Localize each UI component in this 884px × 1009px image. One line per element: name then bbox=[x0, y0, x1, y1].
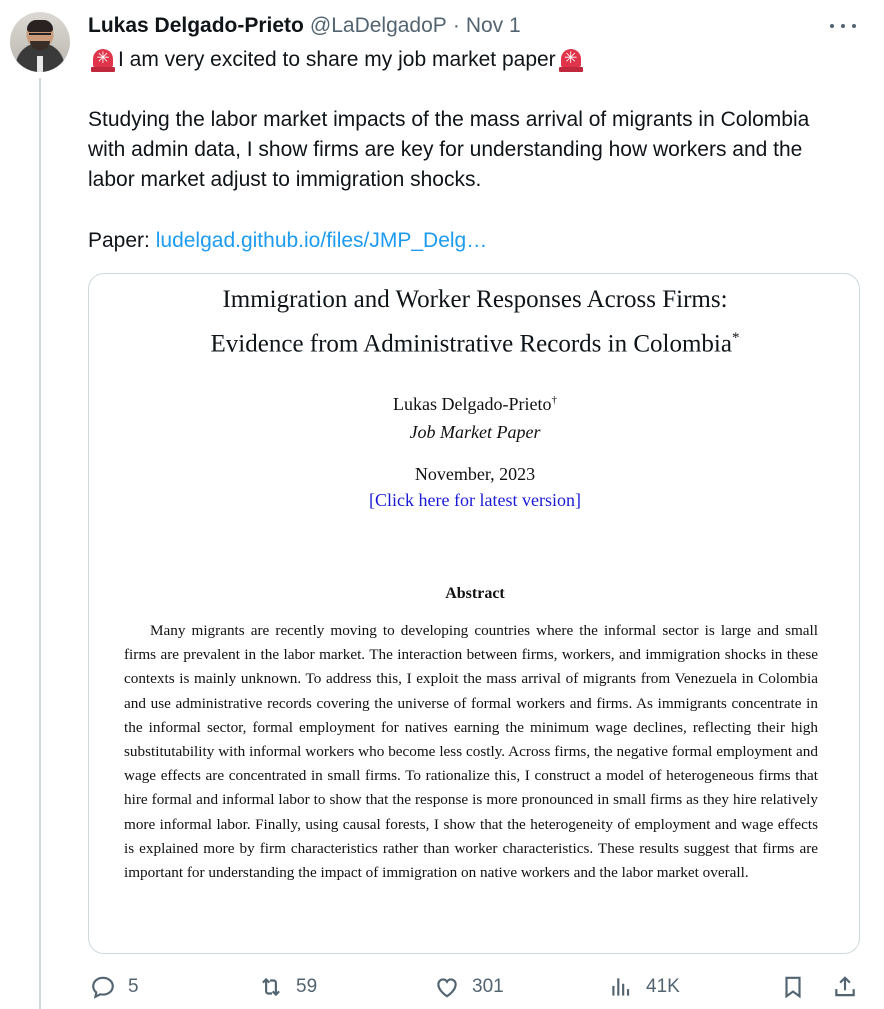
tweet-line-1 bbox=[88, 45, 848, 75]
author-footnote-mark: † bbox=[551, 394, 557, 406]
reply-icon bbox=[90, 974, 116, 1000]
paper-label: Paper: bbox=[88, 229, 156, 252]
reply-count: 5 bbox=[128, 976, 139, 997]
more-icon[interactable] bbox=[830, 14, 856, 38]
tweet-date[interactable]: Nov 1 bbox=[465, 14, 521, 37]
paper-author: Lukas Delgado-Prieto† bbox=[393, 394, 557, 414]
paper-date: November, 2023 bbox=[414, 464, 536, 484]
action-bar bbox=[88, 970, 860, 1006]
siren-emoji: ✳ bbox=[558, 47, 584, 73]
share-button[interactable] bbox=[832, 974, 858, 1000]
tweet-paragraph: Studying the labor market impacts of the mass arrival of migrants in Colombia with admin data, I show firms are key for understanding how workers and the labor market adjust to immigration shocks. bbox=[88, 108, 810, 191]
bookmark-button[interactable] bbox=[780, 974, 806, 1000]
thread-line bbox=[39, 78, 41, 1009]
latest-version-link: [Click here for latest version] bbox=[369, 490, 581, 510]
author-name[interactable]: Lukas Delgado-Prieto bbox=[88, 14, 304, 37]
views-button[interactable] bbox=[608, 974, 680, 1000]
like-icon bbox=[434, 974, 460, 1000]
avatar[interactable] bbox=[10, 12, 70, 72]
paper-subtitle: Job Market Paper bbox=[409, 422, 541, 442]
like-button[interactable] bbox=[434, 974, 504, 1000]
paper-title-line-2: Evidence from Administrative Records in Colombia* bbox=[210, 330, 740, 358]
separator: · bbox=[452, 14, 460, 37]
paper-link[interactable]: ludelgad.github.io/files/JMP_Delg… bbox=[155, 229, 488, 252]
title-footnote-mark: * bbox=[731, 330, 740, 346]
paper-line bbox=[88, 226, 848, 256]
author-handle[interactable]: @LaDelgadoP bbox=[309, 14, 447, 37]
paper-title-line-1: Immigration and Worker Responses Across Firms: bbox=[222, 286, 728, 313]
views-count: 41K bbox=[646, 976, 680, 997]
tweet-header bbox=[88, 13, 521, 39]
abstract-text: Many migrants are recently moving to developing countries where the informal sector is large and small firms are prevalent in the labor market. The interaction between firms, workers, and immigration shocks in these contexts is mainly unknown. To address this, I exploit the mass arrival of migrants from Venezuela in Colombia and use administrative records covering the universe of formal workers and firms. As immigrants concentrate in the informal sector, formal employment for natives earning the minimum wage declines, reflecting their high substitutability with informal workers who become less costly. Across firms, the negative formal employment and wage effects are concentrated in small firms. To rationalize this, I construct a model of heterogeneous firms that hire formal and informal labor to show that the response is more pronounced in small firms as they hire relatively more informal labor. Finally, using causal forests, I show that the heterogeneity of employment and wage effects is explained more by firm characteristics rather than worker characteristics. These results suggest that firms are important for understanding the impact of immigration on native workers and the labor market overall. bbox=[124, 622, 818, 882]
views-icon bbox=[608, 974, 634, 1000]
media-card[interactable] bbox=[88, 273, 860, 954]
like-count: 301 bbox=[472, 976, 504, 997]
bookmark-icon bbox=[780, 974, 806, 1000]
retweet-count: 59 bbox=[296, 976, 318, 997]
retweet-button[interactable] bbox=[258, 974, 317, 1000]
abstract-title: Abstract bbox=[445, 585, 505, 602]
retweet-icon bbox=[258, 974, 284, 1000]
tweet-line-1-text: I am very excited to share my job market paper bbox=[118, 48, 556, 71]
share-icon bbox=[832, 974, 858, 1000]
reply-button[interactable] bbox=[90, 974, 139, 1000]
siren-emoji: ✳ bbox=[90, 47, 116, 73]
